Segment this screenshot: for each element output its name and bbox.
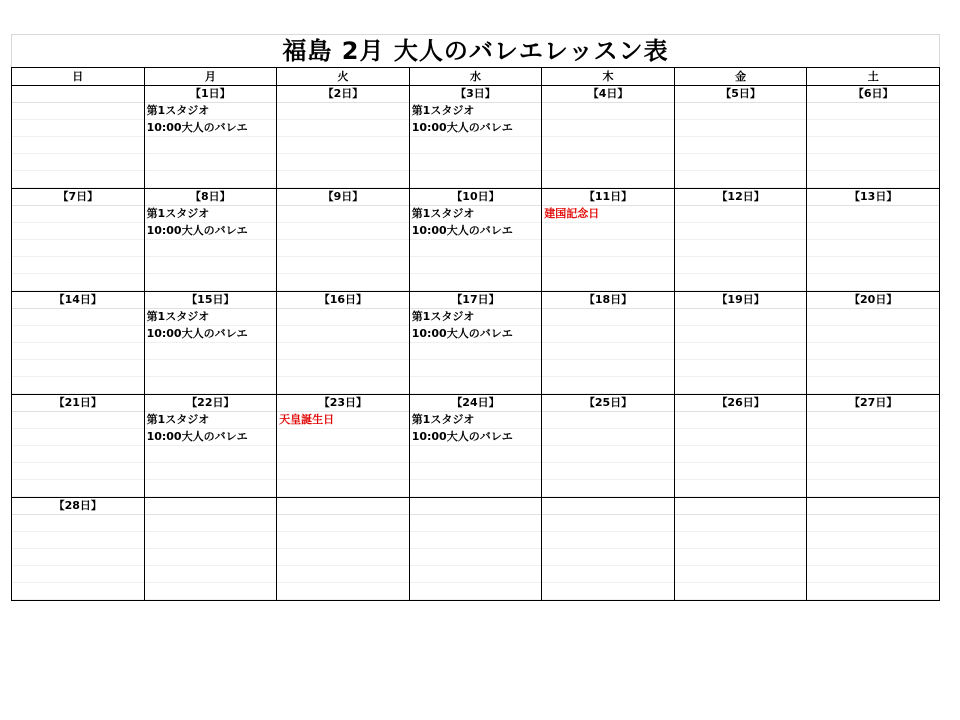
empty-line [277,206,409,223]
empty-line [277,274,409,291]
empty-line [410,566,542,583]
empty-line [542,257,674,274]
empty-line [542,463,674,480]
empty-line [12,326,144,343]
calendar-day-cell [542,86,675,189]
empty-line [410,137,542,154]
empty-line [675,326,807,343]
day-date-label: 【22日】 [145,395,277,412]
empty-line [542,532,674,549]
empty-line [12,274,144,291]
empty-line [145,532,277,549]
day-date-label [542,498,674,515]
empty-line [277,515,409,532]
empty-line [542,480,674,497]
empty-line [675,171,807,188]
calendar-day-cell [674,86,807,189]
calendar-day-cell [144,292,277,395]
empty-line [675,240,807,257]
weekday-header: 金 [674,68,807,86]
empty-line [675,309,807,326]
day-date-label [410,498,542,515]
empty-line [675,120,807,137]
empty-line [542,309,674,326]
calendar-day-cell [144,189,277,292]
empty-line [12,515,144,532]
empty-line [410,240,542,257]
empty-line [277,103,409,120]
empty-line [410,274,542,291]
empty-line [675,532,807,549]
empty-line [542,583,674,600]
empty-line [675,480,807,497]
empty-line [145,154,277,171]
weekday-header: 月 [144,68,277,86]
lesson-entry: 第1スタジオ [145,309,277,326]
day-date-label: 【14日】 [12,292,144,309]
empty-line [807,566,939,583]
empty-line [145,549,277,566]
empty-line [145,257,277,274]
day-date-label: 【18日】 [542,292,674,309]
empty-line [277,343,409,360]
calendar-day-cell [277,498,410,601]
empty-line [410,515,542,532]
holiday-label: 天皇誕生日 [277,412,409,429]
empty-line [145,377,277,394]
empty-line [542,154,674,171]
empty-line [277,137,409,154]
weekday-header: 木 [542,68,675,86]
weekday-header: 水 [409,68,542,86]
calendar-table [11,67,940,601]
empty-line [542,120,674,137]
empty-line [675,360,807,377]
empty-line [542,549,674,566]
calendar-day-cell [12,498,145,601]
empty-line [410,377,542,394]
empty-line [277,463,409,480]
empty-line [807,206,939,223]
empty-line [675,412,807,429]
empty-line [807,377,939,394]
empty-line [277,326,409,343]
empty-line [807,360,939,377]
empty-line [807,240,939,257]
day-date-label: 【27日】 [807,395,939,412]
empty-line [542,326,674,343]
day-date-label: 【1日】 [145,86,277,103]
calendar-day-cell [277,395,410,498]
day-date-label [807,498,939,515]
empty-line [410,171,542,188]
empty-line [542,412,674,429]
empty-line [277,240,409,257]
empty-line [277,309,409,326]
empty-line [145,240,277,257]
empty-line [542,171,674,188]
empty-line [410,549,542,566]
calendar-day-cell [674,498,807,601]
calendar-day-cell [674,189,807,292]
empty-line [675,549,807,566]
calendar-day-cell [144,86,277,189]
empty-line [675,103,807,120]
calendar-day-cell [807,498,940,601]
empty-line [542,223,674,240]
empty-line [807,446,939,463]
empty-line [675,223,807,240]
empty-line [145,480,277,497]
lesson-entry: 第1スタジオ [410,412,542,429]
calendar-week-row [12,86,940,189]
empty-line [277,532,409,549]
empty-line [12,532,144,549]
calendar-day-cell [12,86,145,189]
empty-line [12,154,144,171]
empty-line [807,326,939,343]
day-date-label: 【2日】 [277,86,409,103]
empty-line [145,583,277,600]
weekday-header: 日 [12,68,145,86]
empty-line [12,206,144,223]
day-date-label: 【4日】 [542,86,674,103]
empty-line [410,343,542,360]
lesson-entry: 第1スタジオ [410,206,542,223]
calendar-body [12,86,940,601]
lesson-entry: 10:00大人のバレエ [410,326,542,343]
day-date-label: 【17日】 [410,292,542,309]
lesson-entry: 第1スタジオ [145,103,277,120]
empty-line [277,360,409,377]
empty-line [277,549,409,566]
calendar-day-cell [144,498,277,601]
calendar-day-cell [277,189,410,292]
calendar-week-row [12,189,940,292]
empty-line [12,583,144,600]
empty-line [12,343,144,360]
day-date-label: 【25日】 [542,395,674,412]
empty-line [542,377,674,394]
lesson-entry: 10:00大人のバレエ [145,429,277,446]
empty-line [542,566,674,583]
empty-line [277,257,409,274]
empty-line [410,583,542,600]
lesson-entry: 第1スタジオ [145,412,277,429]
empty-line [410,463,542,480]
empty-line [675,274,807,291]
empty-line [145,446,277,463]
calendar-day-cell [542,498,675,601]
day-date-label [145,498,277,515]
day-date-label: 【19日】 [675,292,807,309]
empty-line [675,343,807,360]
empty-line [12,377,144,394]
day-date-label: 【7日】 [12,189,144,206]
empty-line [807,343,939,360]
empty-line [542,446,674,463]
empty-line [12,137,144,154]
lesson-entry: 10:00大人のバレエ [410,429,542,446]
calendar-day-cell [277,86,410,189]
day-date-label: 【15日】 [145,292,277,309]
weekday-header-row [12,68,940,86]
empty-line [675,446,807,463]
day-date-label [675,498,807,515]
calendar-day-cell [542,395,675,498]
empty-line [807,412,939,429]
calendar-week-row [12,498,940,601]
empty-line [410,480,542,497]
empty-line [410,532,542,549]
empty-line [807,154,939,171]
calendar-day-cell [409,498,542,601]
day-date-label: 【3日】 [410,86,542,103]
empty-line [542,343,674,360]
empty-line [542,103,674,120]
empty-line [277,377,409,394]
empty-line [12,103,144,120]
empty-line [12,120,144,137]
empty-line [675,429,807,446]
lesson-entry: 10:00大人のバレエ [410,120,542,137]
empty-line [542,274,674,291]
empty-line [675,206,807,223]
empty-line [145,360,277,377]
empty-line [145,343,277,360]
calendar-day-cell [277,292,410,395]
empty-line [277,566,409,583]
empty-line [277,480,409,497]
empty-line [277,154,409,171]
empty-line [12,360,144,377]
empty-line [807,463,939,480]
empty-line [145,274,277,291]
empty-line [807,120,939,137]
empty-line [675,377,807,394]
schedule-sheet [11,34,940,601]
empty-line [675,463,807,480]
empty-line [542,429,674,446]
calendar-day-cell [12,395,145,498]
empty-line [675,137,807,154]
calendar-day-cell [409,395,542,498]
day-date-label: 【12日】 [675,189,807,206]
empty-line [145,137,277,154]
empty-line [410,360,542,377]
empty-line [807,532,939,549]
empty-line [12,446,144,463]
empty-line [807,515,939,532]
empty-line [145,515,277,532]
empty-line [675,257,807,274]
calendar-week-row [12,292,940,395]
empty-line [12,566,144,583]
empty-line [542,360,674,377]
lesson-entry: 第1スタジオ [410,309,542,326]
lesson-entry: 10:00大人のバレエ [145,120,277,137]
day-date-label: 【10日】 [410,189,542,206]
empty-line [12,240,144,257]
calendar-day-cell [807,189,940,292]
empty-line [12,171,144,188]
holiday-label: 建国記念日 [542,206,674,223]
day-date-label: 【13日】 [807,189,939,206]
empty-line [277,120,409,137]
lesson-entry: 第1スタジオ [145,206,277,223]
calendar-day-cell [12,292,145,395]
page-title: 福島 2月 大人のバレエレッスン表 [11,34,940,67]
empty-line [807,257,939,274]
empty-line [807,223,939,240]
day-date-label: 【6日】 [807,86,939,103]
empty-line [12,480,144,497]
empty-line [277,446,409,463]
empty-line [12,463,144,480]
day-date-label: 【5日】 [675,86,807,103]
calendar-day-cell [409,292,542,395]
weekday-header: 火 [277,68,410,86]
empty-line [12,429,144,446]
day-date-label: 【8日】 [145,189,277,206]
calendar-day-cell [807,292,940,395]
day-date-label: 【11日】 [542,189,674,206]
calendar-day-cell [144,395,277,498]
lesson-entry: 10:00大人のバレエ [145,223,277,240]
calendar-day-cell [807,86,940,189]
day-date-label: 【24日】 [410,395,542,412]
day-date-label [12,86,144,103]
day-date-label: 【28日】 [12,498,144,515]
empty-line [675,154,807,171]
calendar-day-cell [12,189,145,292]
day-date-label [277,498,409,515]
empty-line [807,480,939,497]
empty-line [277,171,409,188]
empty-line [542,240,674,257]
empty-line [145,463,277,480]
day-date-label: 【20日】 [807,292,939,309]
calendar-day-cell [409,189,542,292]
empty-line [145,566,277,583]
empty-line [675,583,807,600]
empty-line [410,154,542,171]
day-date-label: 【16日】 [277,292,409,309]
lesson-entry: 10:00大人のバレエ [410,223,542,240]
day-date-label: 【9日】 [277,189,409,206]
calendar-week-row [12,395,940,498]
empty-line [807,137,939,154]
calendar-day-cell [807,395,940,498]
empty-line [410,257,542,274]
empty-line [807,309,939,326]
empty-line [12,223,144,240]
calendar-day-cell [542,189,675,292]
empty-line [277,583,409,600]
empty-line [807,171,939,188]
day-date-label: 【26日】 [675,395,807,412]
empty-line [410,446,542,463]
empty-line [277,429,409,446]
empty-line [807,429,939,446]
empty-line [542,137,674,154]
empty-line [807,103,939,120]
empty-line [277,223,409,240]
empty-line [542,515,674,532]
empty-line [145,171,277,188]
calendar-day-cell [674,292,807,395]
empty-line [807,583,939,600]
weekday-header: 土 [807,68,940,86]
calendar-day-cell [542,292,675,395]
empty-line [807,549,939,566]
empty-line [12,412,144,429]
day-date-label: 【23日】 [277,395,409,412]
empty-line [807,274,939,291]
calendar-day-cell [409,86,542,189]
calendar-day-cell [674,395,807,498]
lesson-entry: 10:00大人のバレエ [145,326,277,343]
day-date-label: 【21日】 [12,395,144,412]
empty-line [675,566,807,583]
empty-line [12,549,144,566]
lesson-entry: 第1スタジオ [410,103,542,120]
empty-line [12,257,144,274]
empty-line [675,515,807,532]
empty-line [12,309,144,326]
